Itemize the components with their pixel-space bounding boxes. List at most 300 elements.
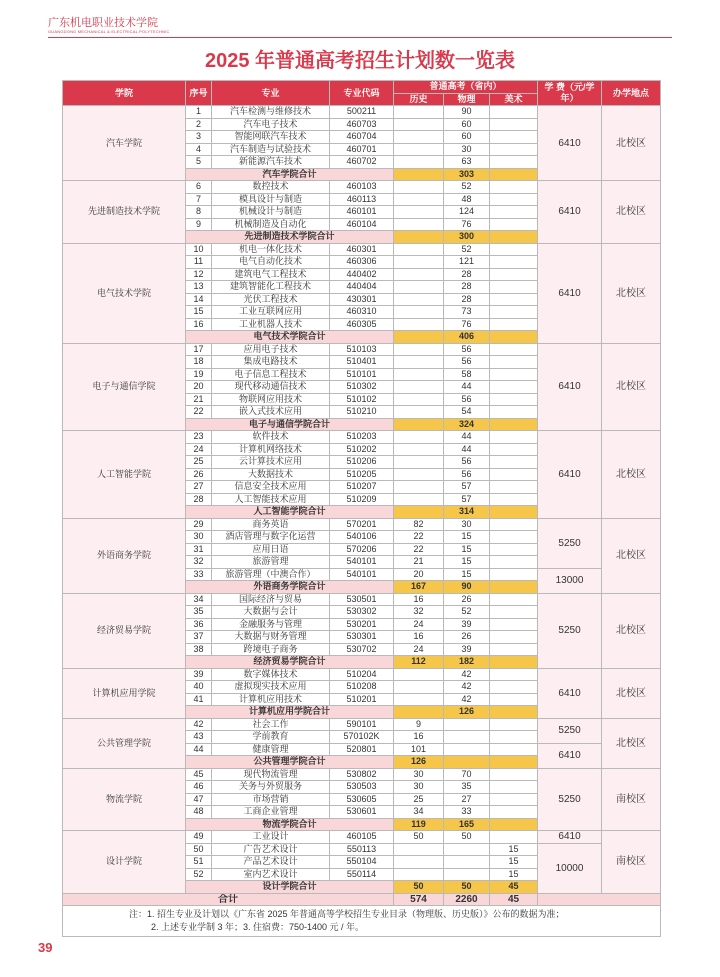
- subtotal-physics: 126: [444, 706, 490, 719]
- subtotal-physics: 324: [444, 418, 490, 431]
- major-cell: 酒店管理与数字化运营: [212, 531, 330, 544]
- history-cell: [394, 181, 444, 194]
- art-cell: [490, 393, 538, 406]
- history-cell: [394, 318, 444, 331]
- seq-cell: 33: [186, 568, 212, 581]
- subtotal-art: [490, 418, 538, 431]
- art-cell: [490, 206, 538, 219]
- code-cell: 510102: [330, 393, 394, 406]
- major-cell: 室内艺术设计: [212, 868, 330, 881]
- major-cell: 市场营销: [212, 793, 330, 806]
- table-row: [63, 181, 661, 194]
- table-row: [63, 106, 661, 119]
- code-cell: 460103: [330, 181, 394, 194]
- physics-cell: 35: [444, 781, 490, 794]
- major-cell: 智能网联汽车技术: [212, 131, 330, 144]
- subtotal-art: [490, 231, 538, 244]
- code-cell: 550113: [330, 843, 394, 856]
- history-cell: [394, 268, 444, 281]
- code-cell: 460306: [330, 256, 394, 269]
- major-cell: 计算机应用技术: [212, 693, 330, 706]
- subtotal-label: 汽车学院合计: [186, 168, 394, 181]
- code-cell: 570206: [330, 543, 394, 556]
- art-cell: 15: [490, 843, 538, 856]
- history-cell: [394, 131, 444, 144]
- art-cell: [490, 781, 538, 794]
- seq-cell: 32: [186, 556, 212, 569]
- code-cell: 530503: [330, 781, 394, 794]
- seq-cell: 37: [186, 631, 212, 644]
- physics-cell: 56: [444, 393, 490, 406]
- seq-cell: 39: [186, 668, 212, 681]
- fee-cell: 6410: [538, 343, 602, 431]
- art-cell: [490, 531, 538, 544]
- subtotal-label: 公共管理学院合计: [186, 756, 394, 769]
- art-cell: [490, 681, 538, 694]
- history-cell: [394, 481, 444, 494]
- physics-cell: 90: [444, 106, 490, 119]
- major-cell: 集成电路技术: [212, 356, 330, 369]
- fee-cell: 5250: [538, 593, 602, 668]
- art-cell: [490, 181, 538, 194]
- seq-cell: 4: [186, 143, 212, 156]
- college-name: 计算机应用学院: [63, 668, 186, 718]
- code-cell: 510205: [330, 468, 394, 481]
- major-cell: 建筑智能化工程技术: [212, 281, 330, 294]
- history-cell: 20: [394, 568, 444, 581]
- seq-cell: 17: [186, 343, 212, 356]
- college-name: 汽车学院: [63, 106, 186, 181]
- total-history: 574: [394, 893, 444, 906]
- physics-cell: 52: [444, 606, 490, 619]
- physics-cell: 39: [444, 643, 490, 656]
- seq-cell: 46: [186, 781, 212, 794]
- art-cell: [490, 356, 538, 369]
- physics-cell: 30: [444, 143, 490, 156]
- seq-cell: 28: [186, 493, 212, 506]
- seq-cell: 51: [186, 856, 212, 869]
- art-cell: [490, 318, 538, 331]
- college-name: 经济贸易学院: [63, 593, 186, 668]
- seq-cell: 7: [186, 193, 212, 206]
- fee-cell: 13000: [538, 568, 602, 593]
- history-cell: [394, 368, 444, 381]
- history-cell: [394, 381, 444, 394]
- seq-cell: 6: [186, 181, 212, 194]
- physics-cell: 39: [444, 618, 490, 631]
- physics-cell: 44: [444, 443, 490, 456]
- history-cell: 82: [394, 518, 444, 531]
- art-cell: [490, 118, 538, 131]
- art-cell: [490, 606, 538, 619]
- physics-cell: 124: [444, 206, 490, 219]
- seq-cell: 52: [186, 868, 212, 881]
- history-cell: [394, 256, 444, 269]
- art-cell: [490, 693, 538, 706]
- history-cell: 30: [394, 781, 444, 794]
- fee-cell: 6410: [538, 106, 602, 181]
- subtotal-history: 126: [394, 756, 444, 769]
- history-cell: [394, 356, 444, 369]
- physics-cell: [444, 718, 490, 731]
- physics-cell: 76: [444, 318, 490, 331]
- major-cell: 工业设计: [212, 831, 330, 844]
- physics-cell: 58: [444, 368, 490, 381]
- history-cell: [394, 306, 444, 319]
- physics-cell: 70: [444, 768, 490, 781]
- art-cell: [490, 343, 538, 356]
- major-cell: 商务英语: [212, 518, 330, 531]
- code-cell: 540101: [330, 556, 394, 569]
- major-cell: 汽车制造与试验技术: [212, 143, 330, 156]
- major-cell: 工商企业管理: [212, 806, 330, 819]
- code-cell: 530802: [330, 768, 394, 781]
- seq-cell: 11: [186, 256, 212, 269]
- physics-cell: 28: [444, 268, 490, 281]
- seq-cell: 31: [186, 543, 212, 556]
- subtotal-art: [490, 581, 538, 594]
- history-cell: [394, 393, 444, 406]
- campus-cell: 南校区: [602, 768, 661, 831]
- subtotal-history: 167: [394, 581, 444, 594]
- note-line-2: 2. 上述专业学制 3 年；3. 住宿费：750-1400 元 / 年。: [151, 922, 365, 932]
- code-cell: 550104: [330, 856, 394, 869]
- subtotal-history: 50: [394, 881, 444, 894]
- art-cell: [490, 281, 538, 294]
- seq-cell: 14: [186, 293, 212, 306]
- college-name: 电气技术学院: [63, 243, 186, 343]
- code-cell: 460305: [330, 318, 394, 331]
- physics-cell: 60: [444, 131, 490, 144]
- campus-cell: 北校区: [602, 431, 661, 519]
- header-college: 学院: [63, 81, 186, 106]
- history-cell: 21: [394, 556, 444, 569]
- fee-cell: 6410: [538, 668, 602, 718]
- subtotal-art: [490, 168, 538, 181]
- subtotal-history: 119: [394, 818, 444, 831]
- seq-cell: 30: [186, 531, 212, 544]
- history-cell: [394, 693, 444, 706]
- history-cell: [394, 668, 444, 681]
- art-cell: 15: [490, 868, 538, 881]
- seq-cell: 49: [186, 831, 212, 844]
- code-cell: 540101: [330, 568, 394, 581]
- fee-cell: 6410: [538, 431, 602, 519]
- table-row: [63, 431, 661, 444]
- campus-cell: 北校区: [602, 181, 661, 244]
- history-cell: [394, 281, 444, 294]
- subtotal-physics: 165: [444, 818, 490, 831]
- major-cell: 金融服务与管理: [212, 618, 330, 631]
- code-cell: 590101: [330, 718, 394, 731]
- art-cell: [490, 381, 538, 394]
- major-cell: 旅游管理（中澳合作）: [212, 568, 330, 581]
- physics-cell: 48: [444, 193, 490, 206]
- physics-cell: [444, 856, 490, 869]
- table-row: [63, 518, 661, 531]
- major-cell: 建筑电气工程技术: [212, 268, 330, 281]
- physics-cell: 50: [444, 831, 490, 844]
- history-cell: 22: [394, 543, 444, 556]
- subtotal-label: 先进制造技术学院合计: [186, 231, 394, 244]
- art-cell: [490, 806, 538, 819]
- physics-cell: 52: [444, 243, 490, 256]
- subtotal-physics: 303: [444, 168, 490, 181]
- major-cell: 电气自动化技术: [212, 256, 330, 269]
- art-cell: [490, 468, 538, 481]
- code-cell: 530201: [330, 618, 394, 631]
- history-cell: [394, 681, 444, 694]
- history-cell: 30: [394, 768, 444, 781]
- major-cell: 云计算技术应用: [212, 456, 330, 469]
- code-cell: 460104: [330, 218, 394, 231]
- code-cell: 500211: [330, 106, 394, 119]
- physics-cell: 44: [444, 381, 490, 394]
- major-cell: 学前教育: [212, 731, 330, 744]
- art-cell: 15: [490, 856, 538, 869]
- art-cell: [490, 568, 538, 581]
- history-cell: 16: [394, 593, 444, 606]
- subtotal-label: 人工智能学院合计: [186, 506, 394, 519]
- major-cell: 数字媒体技术: [212, 668, 330, 681]
- seq-cell: 19: [186, 368, 212, 381]
- subtotal-physics: 182: [444, 656, 490, 669]
- major-cell: 大数据与财务管理: [212, 631, 330, 644]
- subtotal-physics: 406: [444, 331, 490, 344]
- seq-cell: 5: [186, 156, 212, 169]
- college-name: 先进制造技术学院: [63, 181, 186, 244]
- page-number: 39: [38, 940, 53, 955]
- code-cell: 520801: [330, 743, 394, 756]
- art-cell: [490, 256, 538, 269]
- code-cell: 460113: [330, 193, 394, 206]
- code-cell: 460703: [330, 118, 394, 131]
- history-cell: [394, 406, 444, 419]
- history-cell: [394, 293, 444, 306]
- notes-row: [63, 906, 661, 937]
- history-cell: [394, 856, 444, 869]
- code-cell: 430301: [330, 293, 394, 306]
- code-cell: 530302: [330, 606, 394, 619]
- major-cell: 机械制造及自动化: [212, 218, 330, 231]
- history-cell: 34: [394, 806, 444, 819]
- seq-cell: 13: [186, 281, 212, 294]
- code-cell: 460301: [330, 243, 394, 256]
- art-cell: [490, 243, 538, 256]
- physics-cell: 26: [444, 631, 490, 644]
- physics-cell: 44: [444, 431, 490, 444]
- art-cell: [490, 143, 538, 156]
- seq-cell: 18: [186, 356, 212, 369]
- seq-cell: 25: [186, 456, 212, 469]
- art-cell: [490, 543, 538, 556]
- subtotal-history: [394, 506, 444, 519]
- fee-cell: 6410: [538, 181, 602, 244]
- college-name: 公共管理学院: [63, 718, 186, 768]
- code-cell: 460101: [330, 206, 394, 219]
- physics-cell: 15: [444, 543, 490, 556]
- code-cell: 510210: [330, 406, 394, 419]
- code-cell: 510204: [330, 668, 394, 681]
- notes-cell: [63, 906, 661, 937]
- major-cell: 汽车检测与维修技术: [212, 106, 330, 119]
- seq-cell: 26: [186, 468, 212, 481]
- major-cell: 机电一体化技术: [212, 243, 330, 256]
- history-cell: [394, 493, 444, 506]
- subtotal-label: 经济贸易学院合计: [186, 656, 394, 669]
- code-cell: 530702: [330, 643, 394, 656]
- history-cell: 16: [394, 731, 444, 744]
- art-cell: [490, 293, 538, 306]
- table-row: [63, 593, 661, 606]
- code-cell: 570102K: [330, 731, 394, 744]
- code-cell: 550114: [330, 868, 394, 881]
- art-cell: [490, 193, 538, 206]
- subtotal-art: 45: [490, 881, 538, 894]
- seq-cell: 40: [186, 681, 212, 694]
- header-campus: 办学地点: [602, 81, 661, 106]
- seq-cell: 15: [186, 306, 212, 319]
- major-cell: 关务与外贸服务: [212, 781, 330, 794]
- seq-cell: 27: [186, 481, 212, 494]
- fee-cell: 6410: [538, 743, 602, 768]
- history-cell: [394, 106, 444, 119]
- header-major: 专业: [212, 81, 330, 106]
- physics-cell: 15: [444, 568, 490, 581]
- seq-cell: 48: [186, 806, 212, 819]
- campus-cell: 北校区: [602, 718, 661, 768]
- subtotal-label: 电子与通信学院合计: [186, 418, 394, 431]
- seq-cell: 34: [186, 593, 212, 606]
- table-row: [63, 831, 661, 844]
- art-cell: [490, 306, 538, 319]
- history-cell: [394, 343, 444, 356]
- major-cell: 物联网应用技术: [212, 393, 330, 406]
- major-cell: 信息安全技术应用: [212, 481, 330, 494]
- code-cell: 460704: [330, 131, 394, 144]
- art-cell: [490, 456, 538, 469]
- major-cell: 机械设计与制造: [212, 206, 330, 219]
- seq-cell: 8: [186, 206, 212, 219]
- code-cell: 540106: [330, 531, 394, 544]
- table-row: [63, 768, 661, 781]
- code-cell: 440402: [330, 268, 394, 281]
- subtotal-label: 计算机应用学院合计: [186, 706, 394, 719]
- major-cell: 人工智能技术应用: [212, 493, 330, 506]
- art-cell: [490, 481, 538, 494]
- seq-cell: 47: [186, 793, 212, 806]
- physics-cell: 28: [444, 293, 490, 306]
- art-cell: [490, 443, 538, 456]
- header-code: 专业代码: [330, 81, 394, 106]
- code-cell: 510101: [330, 368, 394, 381]
- history-cell: [394, 468, 444, 481]
- major-cell: 光伏工程技术: [212, 293, 330, 306]
- art-cell: [490, 768, 538, 781]
- header-divider: [48, 37, 672, 38]
- subtotal-history: [394, 418, 444, 431]
- major-cell: 工业机器人技术: [212, 318, 330, 331]
- history-cell: 16: [394, 631, 444, 644]
- history-cell: 32: [394, 606, 444, 619]
- art-cell: [490, 156, 538, 169]
- campus-cell: 北校区: [602, 593, 661, 668]
- subtotal-label: 物流学院合计: [186, 818, 394, 831]
- history-cell: [394, 193, 444, 206]
- major-cell: 汽车电子技术: [212, 118, 330, 131]
- table-row: [63, 243, 661, 256]
- code-cell: 440404: [330, 281, 394, 294]
- subtotal-history: 112: [394, 656, 444, 669]
- art-cell: [490, 668, 538, 681]
- major-cell: 计算机网络技术: [212, 443, 330, 456]
- total-row: [63, 893, 661, 906]
- major-cell: 工业互联网应用: [212, 306, 330, 319]
- subtotal-label: 设计学院合计: [186, 881, 394, 894]
- code-cell: 510103: [330, 343, 394, 356]
- header-history: 历史: [394, 93, 444, 106]
- seq-cell: 23: [186, 431, 212, 444]
- code-cell: 460105: [330, 831, 394, 844]
- history-cell: 9: [394, 718, 444, 731]
- major-cell: 产品艺术设计: [212, 856, 330, 869]
- physics-cell: 42: [444, 693, 490, 706]
- art-cell: [490, 368, 538, 381]
- code-cell: 510302: [330, 381, 394, 394]
- subtotal-history: [394, 168, 444, 181]
- seq-cell: 50: [186, 843, 212, 856]
- seq-cell: 12: [186, 268, 212, 281]
- seq-cell: 36: [186, 618, 212, 631]
- header-exam: 普通高考（省内）: [394, 81, 538, 94]
- art-cell: [490, 618, 538, 631]
- subtotal-label: 电气技术学院合计: [186, 331, 394, 344]
- fee-cell: 5250: [538, 518, 602, 568]
- physics-cell: 26: [444, 593, 490, 606]
- code-cell: 530605: [330, 793, 394, 806]
- code-cell: 510201: [330, 693, 394, 706]
- code-cell: 460702: [330, 156, 394, 169]
- table-row: [63, 668, 661, 681]
- subtotal-art: [490, 656, 538, 669]
- header-seq: 序号: [186, 81, 212, 106]
- subtotal-physics: 50: [444, 881, 490, 894]
- physics-cell: 42: [444, 668, 490, 681]
- art-cell: [490, 431, 538, 444]
- physics-cell: 57: [444, 481, 490, 494]
- art-cell: [490, 406, 538, 419]
- major-cell: 应用日语: [212, 543, 330, 556]
- physics-cell: [444, 868, 490, 881]
- art-cell: [490, 593, 538, 606]
- code-cell: 530601: [330, 806, 394, 819]
- subtotal-art: [490, 818, 538, 831]
- header-physics: 物理: [444, 93, 490, 106]
- physics-cell: 73: [444, 306, 490, 319]
- history-cell: 25: [394, 793, 444, 806]
- college-name: 设计学院: [63, 831, 186, 894]
- major-cell: 软件技术: [212, 431, 330, 444]
- fee-cell: 5250: [538, 768, 602, 831]
- code-cell: 460701: [330, 143, 394, 156]
- art-cell: [490, 493, 538, 506]
- history-cell: [394, 218, 444, 231]
- code-cell: 460310: [330, 306, 394, 319]
- history-cell: [394, 843, 444, 856]
- seq-cell: 20: [186, 381, 212, 394]
- total-physics: 2260: [444, 893, 490, 906]
- college-name: 物流学院: [63, 768, 186, 831]
